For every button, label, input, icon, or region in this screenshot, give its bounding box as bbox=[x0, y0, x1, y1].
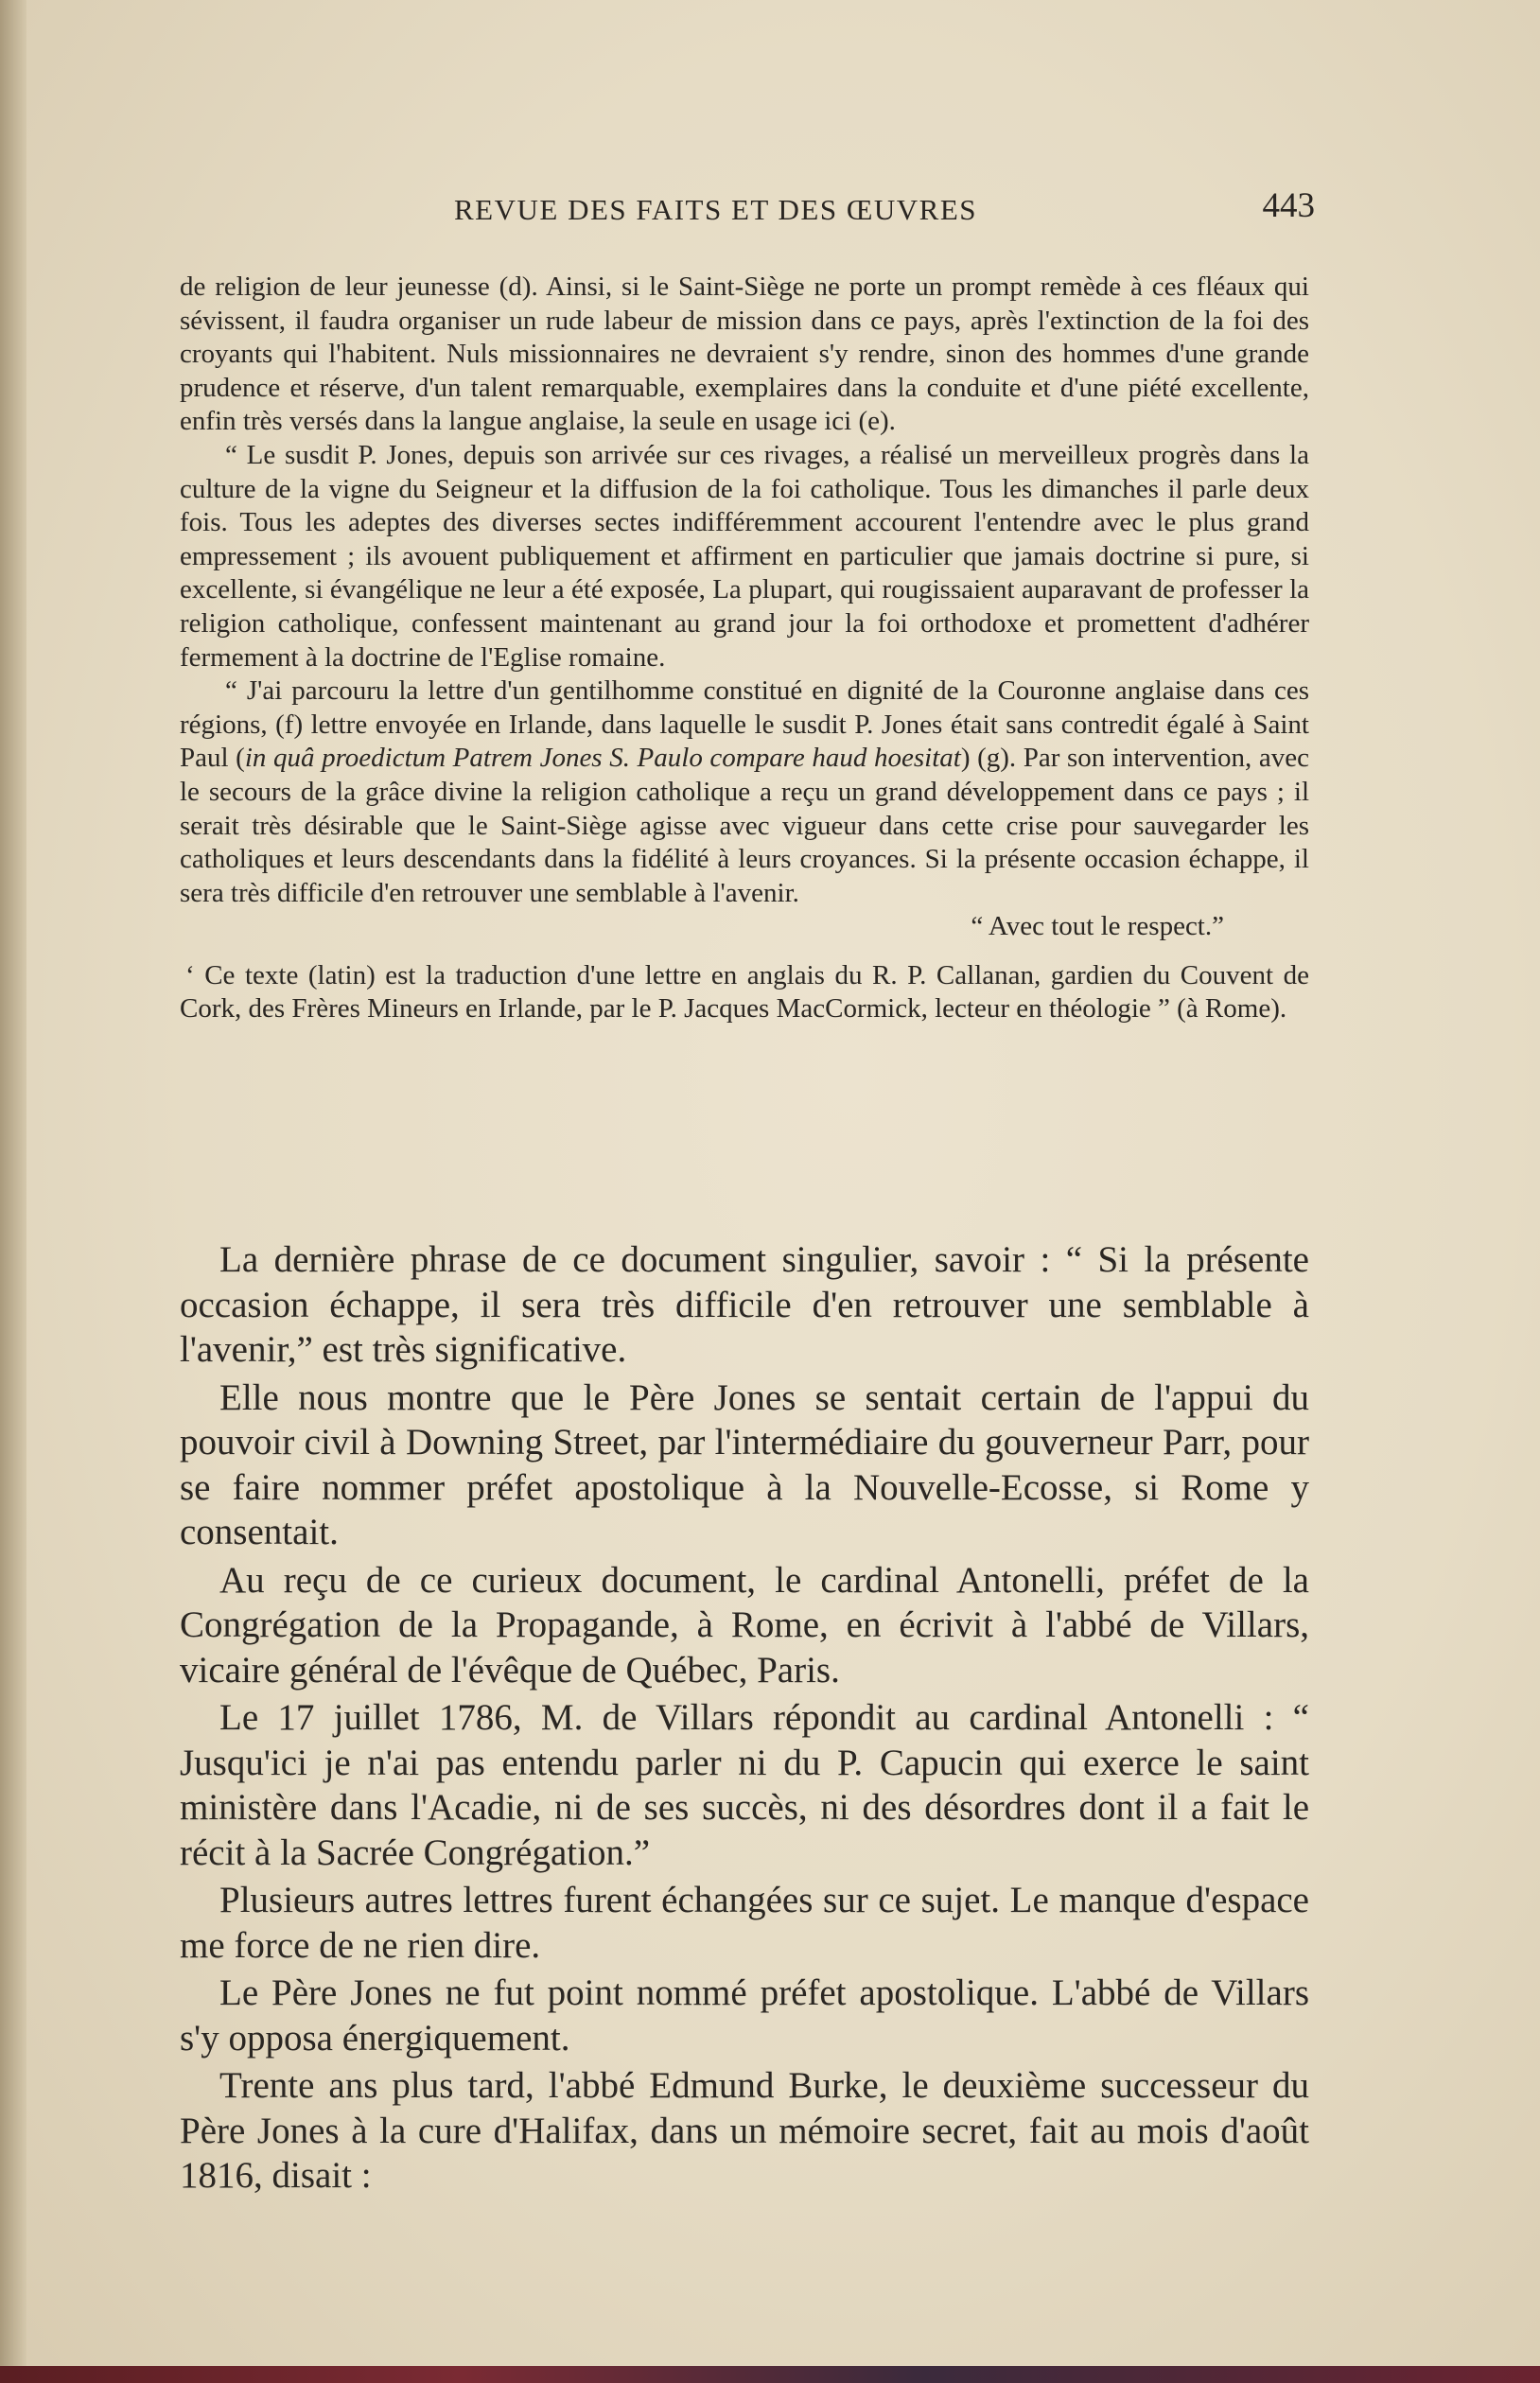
letter-paragraph bbox=[180, 675, 1309, 910]
letter-paragraph: de religion de leur jeunesse (d). Ainsi, si le Saint-Siège ne porte un prompt remède à ces fléaux qui sévissent, il faudra organiser un rude labeur de mission dans ce pays, après l'extinction de la foi des croyants qui l'habitent. Nuls missionnaires ne devraient s'y rendre, sinon des hommes d'une grande prudence et réserve, d'un talent remarquable, exemplaires dans la conduite et d'une piété excellente, enfin très versés dans la langue anglaise, la seule en usage ici (e). bbox=[180, 272, 1309, 437]
main-text bbox=[180, 1237, 1309, 2199]
translator-note: ‘ Ce texte (latin) est la traduction d'une lettre en anglais du R. P. Callanan, gardien du Couvent de Cork, des Frères Mineurs en Irlande, par le P. Jacques MacCormick, lecteur en théologie ” (à Rome). bbox=[180, 959, 1309, 1025]
body-paragraph: Elle nous montre que le Père Jones se sentait certain de l'appui du pouvoir civil à Downing Street, par l'intermédiaire du gouverneur Parr, pour se faire nommer préfet apostolique à la Nouvelle-Ecosse, si Rome y consentait. bbox=[180, 1376, 1309, 1552]
quoted-letter bbox=[180, 271, 1309, 1026]
latin-quote: in quâ proedictum Patrem Jones S. Paulo compare haud hoesitat bbox=[244, 743, 961, 774]
page-header bbox=[180, 185, 1315, 233]
letter-paragraph: “ Le susdit P. Jones, depuis son arrivée sur ces rivages, a réalisé un merveilleux progrès dans la culture de la vigne du Seigneur et la diffusion de la foi catholique. Tous les dimanches il parle deux fois. Tous les adeptes des diverses sectes indifféremment accourent l'entendre avec le plus grand empressement ; ils avouent publiquement et affirment en particulier que jamais doctrine si pure, si excellente, si évangélique ne leur a été exposée, La plupart, qui rougissaient auparavant de professer la religion catholique, confessent maintenant au grand jour la foi orthodoxe et promettent d'adhérer fermement à la doctrine de l'Eglise romaine. bbox=[180, 439, 1309, 673]
body-paragraph: Plusieurs autres lettres furent échangées sur ce sujet. Le manque d'espace me force de ne rien dire. bbox=[180, 1880, 1309, 1966]
running-title: REVUE DES FAITS ET DES ŒUVRES bbox=[454, 193, 978, 226]
letter-text: ) (g). Par son intervention, avec le secours de la grâce divine la religion catholique a reçu un grand développement dans ce pays ; il serait très désirable que le Saint-Siège agisse avec vigueur dans cette crise pour sauvegarder les catholiques et leurs descendants dans la fidélité à leurs croyances. Si la présente occasion échappe, il sera très difficile d'en retrouver une semblable à l'avenir. bbox=[180, 743, 1309, 908]
body-paragraph: Au reçu de ce curieux document, le cardinal Antonelli, préfet de la Congrégation de la Propagande, à Rome, en écrivit à l'abbé de Villars, vicaire général de l'évêque de Québec, Paris. bbox=[180, 1559, 1309, 1691]
body-paragraph: Le Père Jones ne fut point nommé préfet apostolique. L'abbé de Villars s'y opposa énergiquement. bbox=[180, 1972, 1309, 2059]
body-paragraph: Le 17 juillet 1786, M. de Villars répondit au cardinal Antonelli : “ Jusqu'ici je n'ai pas entendu parler ni du P. Capucin qui exerce le saint ministère dans l'Acadie, ni de ses succès, ni des désordres dont il a fait le récit à la Sacrée Congrégation.” bbox=[180, 1697, 1309, 1873]
letter-text: “ J'ai parcouru la lettre d'un gentilhomme constitué en dignité de la Couronne anglaise dans ces régions, (f) lettre envoyée en Irlande, dans laquelle le susdit P. Jones était sans contredit égalé à Saint Paul ( bbox=[180, 675, 1309, 774]
page-binding-edge bbox=[0, 0, 26, 2383]
body-paragraph: Trente ans plus tard, l'abbé Edmund Burke, le deuxième successeur du Père Jones à la cure d'Halifax, dans un mémoire secret, fait au mois d'août 1816, disait : bbox=[180, 2065, 1309, 2196]
cover-edge-band bbox=[0, 2366, 1540, 2383]
letter-signoff: “ Avec tout le respect.” bbox=[971, 911, 1224, 942]
body-paragraph: La dernière phrase de ce document singulier, savoir : “ Si la présente occasion échappe, il sera très difficile d'en retrouver une semblable à l'avenir,” est très significative. bbox=[180, 1239, 1309, 1370]
page-number: 443 bbox=[1262, 186, 1315, 225]
